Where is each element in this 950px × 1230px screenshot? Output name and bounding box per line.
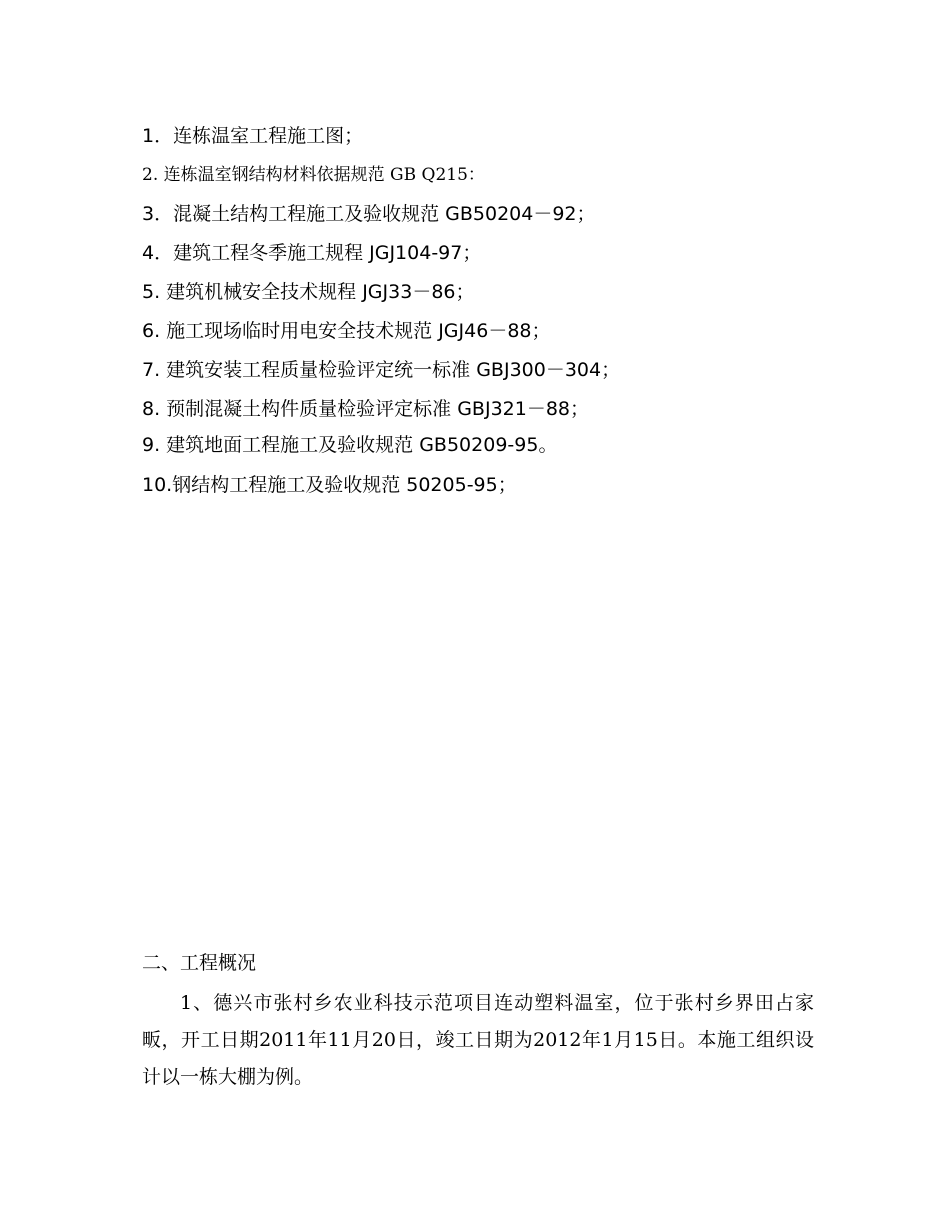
reference-item-5: 5. 建筑机械安全技术规程 JGJ33－86；: [142, 281, 475, 303]
overview-paragraph: 1、德兴市张村乡农业科技示范项目连动塑料温室，位于张村乡界田占家畈，开工日期2011年11月20日，竣工日期为2012年1月15日。本施工组织设计以一栋大棚为例。: [142, 992, 814, 1088]
reference-item-8: 8. 预制混凝土构件质量检验评定标准 GBJ321－88；: [142, 398, 590, 420]
reference-item-4: 4．建筑工程冬季施工规程 JGJ104-97；: [142, 242, 482, 264]
reference-item-1: 1．连栋温室工程施工图；: [142, 125, 364, 147]
reference-item-3: 3．混凝土结构工程施工及验收规范 GB50204－92；: [142, 203, 596, 225]
reference-item-6: 6. 施工现场临时用电安全技术规范 JGJ46－88；: [142, 320, 551, 342]
reference-item-2: 2. 连栋温室钢结构材料依据规范 GB Q215：: [142, 165, 485, 185]
reference-item-7: 7. 建筑安装工程质量检验评定统一标准 GBJ300－304；: [142, 359, 621, 381]
reference-item-9: 9. 建筑地面工程施工及验收规范 GB50209-95。: [142, 434, 558, 456]
reference-item-10: 10.钢结构工程施工及验收规范 50205-95；: [142, 474, 517, 496]
section-heading: 二、工程概况: [142, 952, 257, 974]
